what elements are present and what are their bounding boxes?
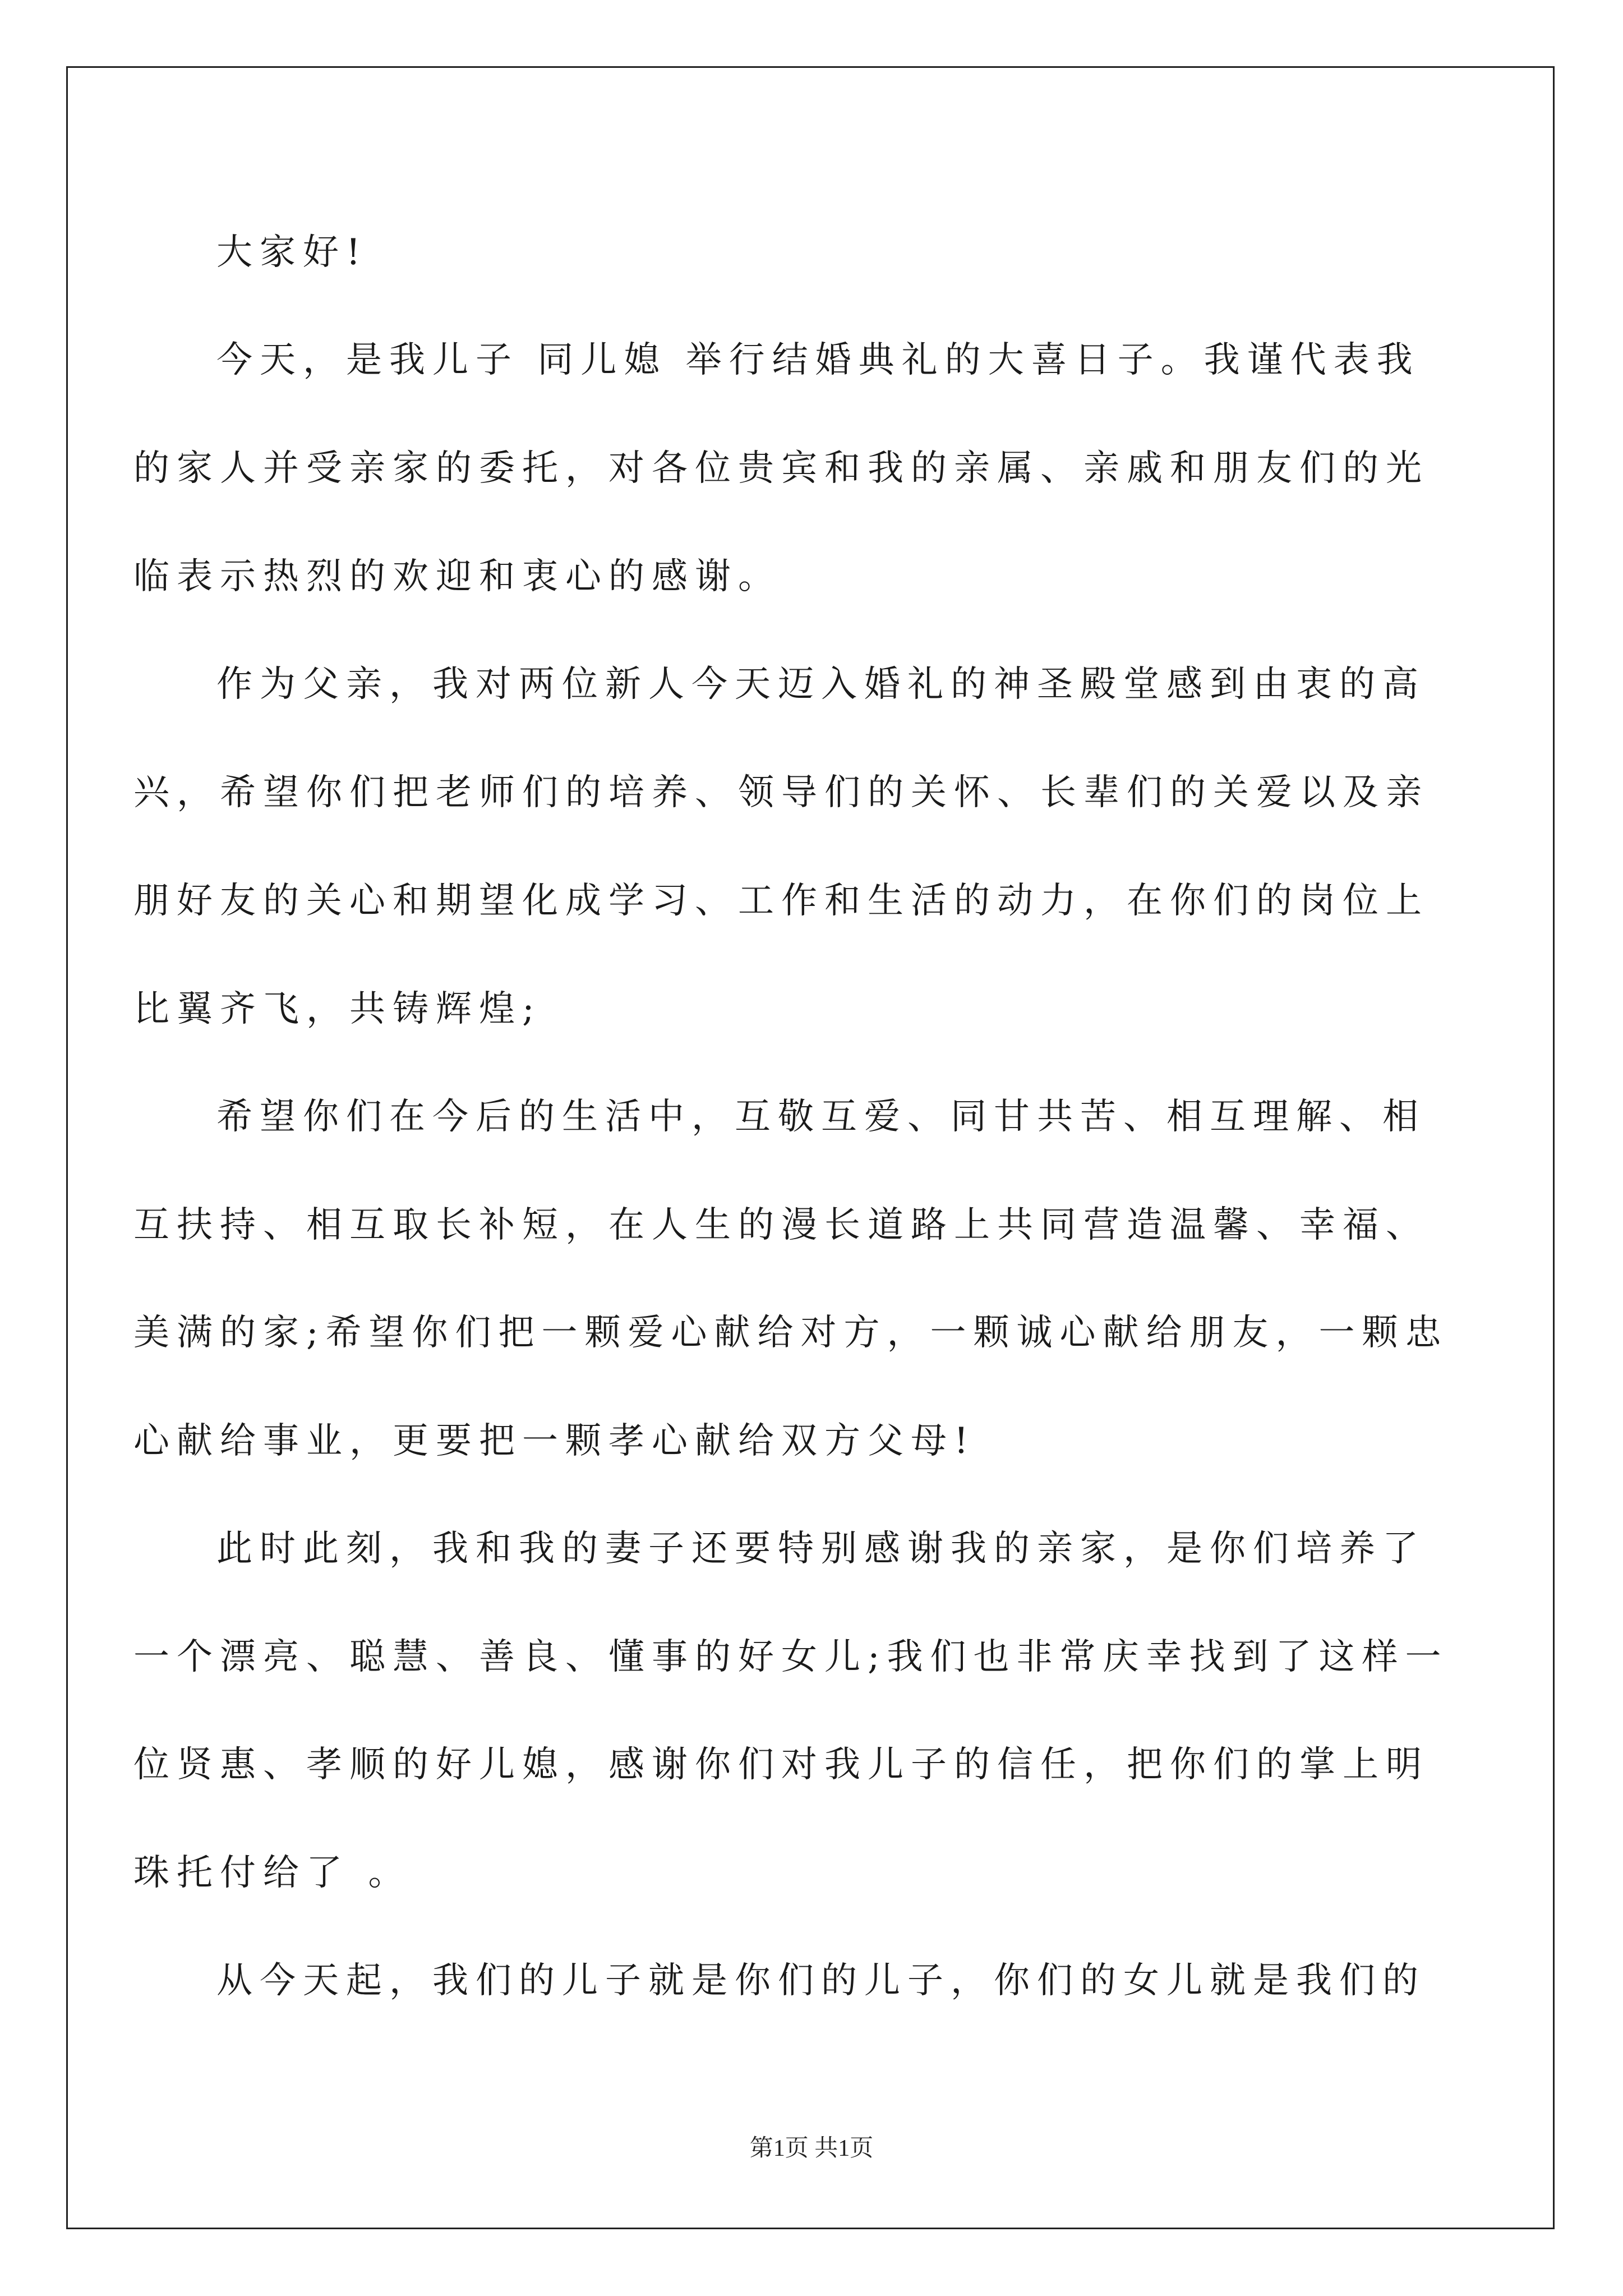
paragraph-line: 美满的家;希望你们把一颗爱心献给对方，一颗诚心献给朋友，一颗忠 — [133, 1312, 1449, 1354]
paragraph-line: 位贤惠、孝顺的好儿媳，感谢你们对我儿子的信任，把你们的掌上明 — [133, 1744, 1429, 1786]
paragraph-line: 作为父亲，我对两位新人今天迈入婚礼的神圣殿堂感到由衷的高 — [216, 664, 1426, 705]
paragraph-line: 今天，是我儿子 同儿媳 举行结婚典礼的大喜日子。我谨代表我 — [216, 339, 1420, 381]
paragraph-line: 的家人并受亲家的委托，对各位贵宾和我的亲属、亲戚和朋友们的光 — [133, 448, 1429, 489]
paragraph-line: 一个漂亮、聪慧、善良、懂事的好女儿;我们也非常庆幸找到了这样一 — [133, 1636, 1449, 1678]
paragraph-line: 兴，希望你们把老师们的培养、领导们的关怀、长辈们的关爱以及亲 — [133, 772, 1429, 813]
paragraph-line: 朋好友的关心和期望化成学习、工作和生活的动力，在你们的岗位上 — [133, 880, 1429, 922]
paragraph-line: 互扶持、相互取长补短，在人生的漫长道路上共同营造温馨、幸福、 — [133, 1204, 1429, 1246]
page-border — [66, 66, 1555, 2229]
greeting-line: 大家好! — [216, 232, 368, 273]
paragraph-line: 珠托付给了 。 — [133, 1852, 412, 1894]
paragraph-line: 从今天起，我们的儿子就是你们的儿子，你们的女儿就是我们的 — [216, 1960, 1426, 2001]
page-number-footer: 第1页 共1页 — [749, 2136, 874, 2161]
paragraph-line: 此时此刻，我和我的妻子还要特别感谢我的亲家，是你们培养了 — [216, 1528, 1426, 1570]
paragraph-line: 心献给事业，更要把一颗孝心献给双方父母! — [133, 1420, 976, 1462]
paragraph-line: 临表示热烈的欢迎和衷心的感谢。 — [133, 556, 781, 597]
paragraph-line: 比翼齐飞，共铸辉煌; — [133, 988, 542, 1030]
paragraph-line: 希望你们在今后的生活中，互敬互爱、同甘共苦、相互理解、相 — [216, 1096, 1426, 1138]
